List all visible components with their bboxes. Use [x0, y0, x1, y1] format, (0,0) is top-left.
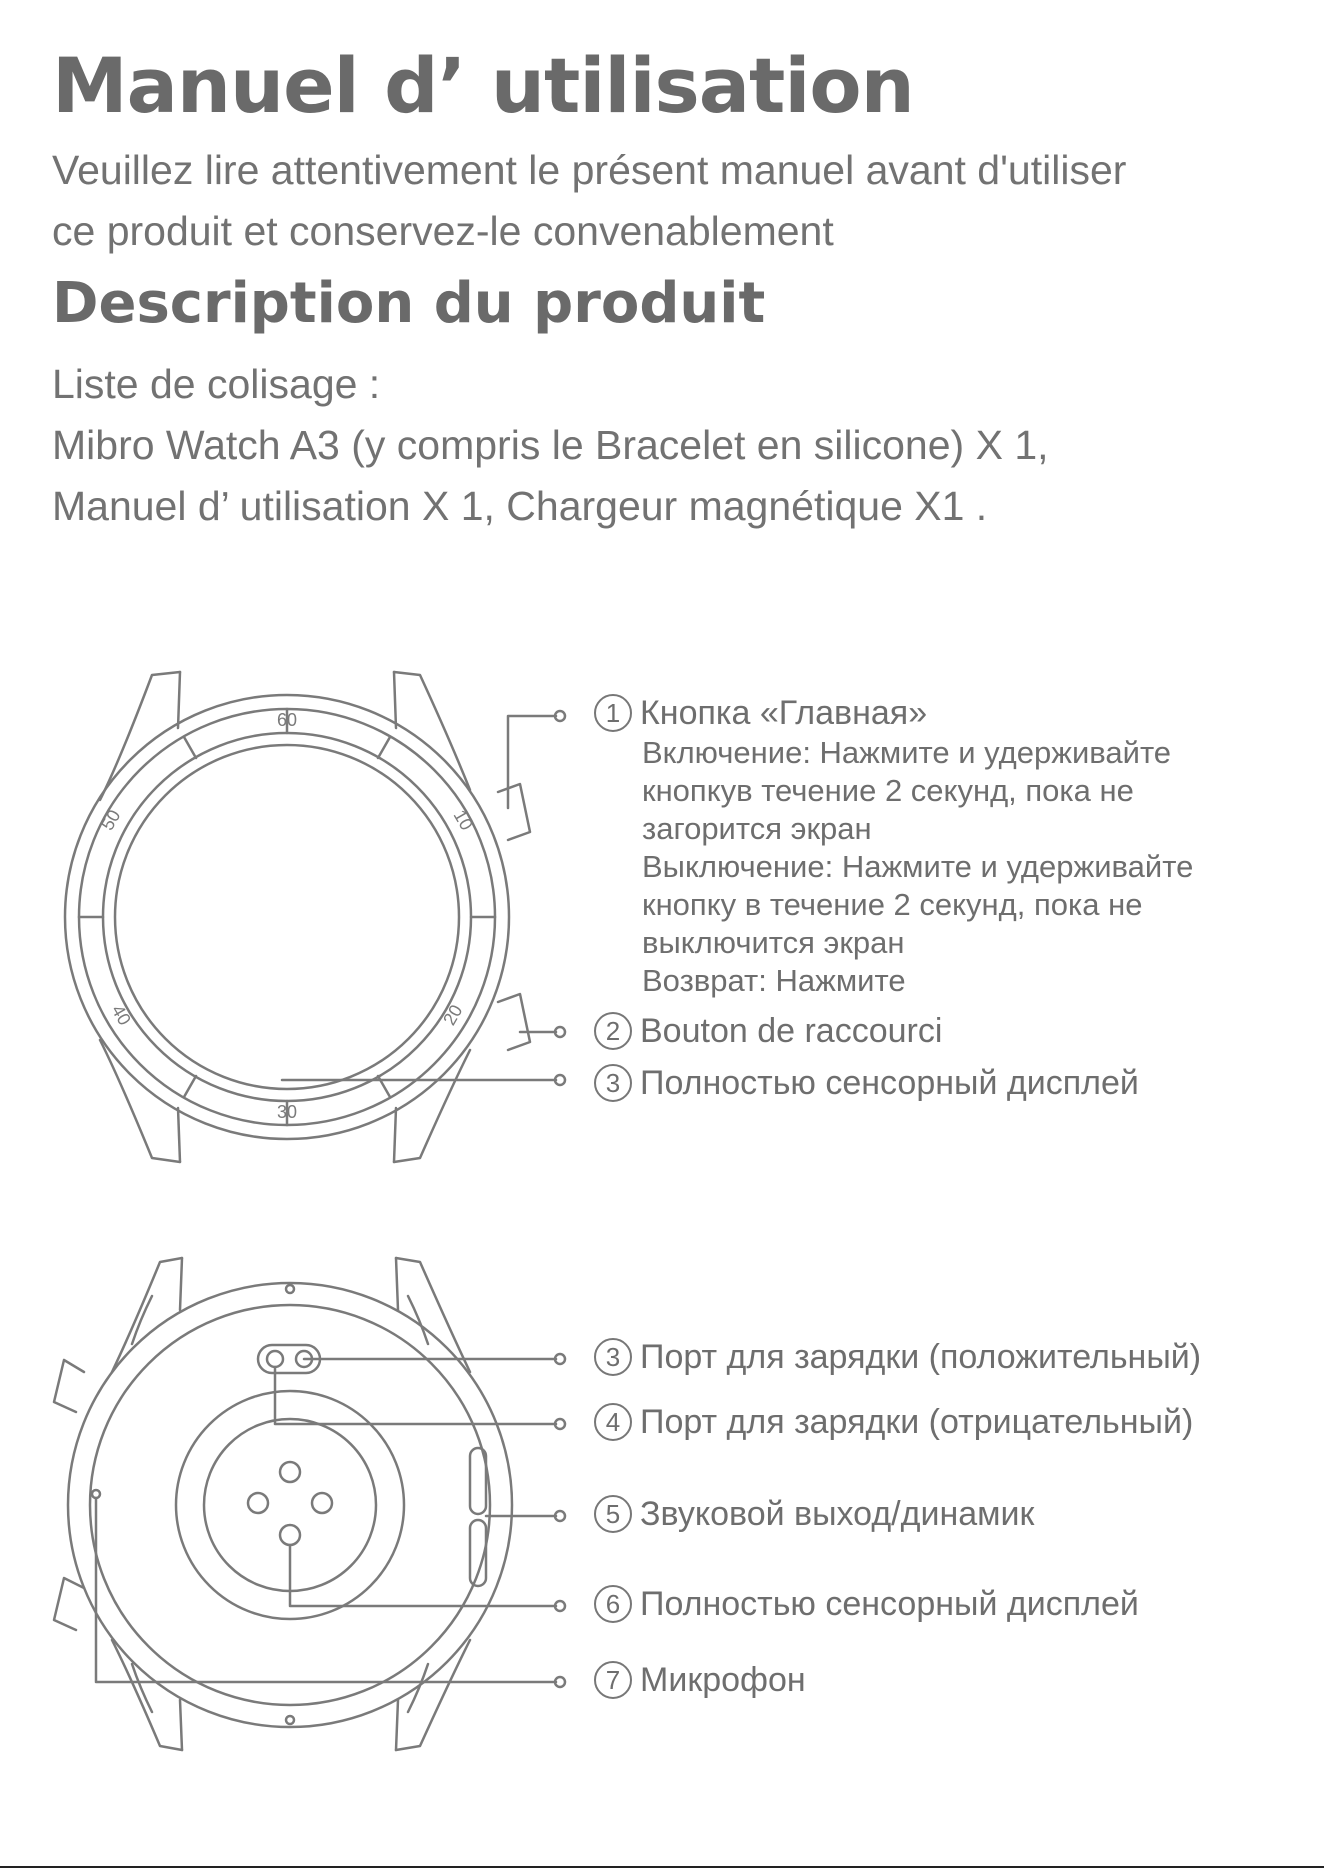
- callout-number: 4: [594, 1403, 632, 1441]
- intro-line: ce produit et conservez-le convenablement: [52, 208, 834, 254]
- bezel-mark: 10: [449, 806, 477, 834]
- packing-line: Mibro Watch A3 (y compris le Bracelet en silicone) X 1,: [52, 422, 1049, 468]
- watch-front-drawing: [65, 672, 565, 1162]
- desc-line: Включение: Нажмите и удерживайте: [642, 735, 1172, 770]
- packing-line: Manuel d’ utilisation X 1, Chargeur magnétique X1 .: [52, 483, 988, 529]
- callout-number: 6: [594, 1585, 632, 1623]
- desc-line: загорится экран: [642, 811, 872, 846]
- callout-touch-display-back: [594, 1585, 1139, 1624]
- bezel-mark: 20: [439, 1001, 467, 1029]
- desc-line: кнопкув течение 2 секунд, пока не: [642, 773, 1134, 808]
- packing-line: Liste de colisage :: [52, 361, 381, 407]
- callout-touch-display: [594, 1064, 1139, 1103]
- callout-microphone: [594, 1661, 806, 1700]
- callout-number: 5: [594, 1495, 632, 1533]
- callout-label: Bouton de raccourci: [640, 1012, 943, 1050]
- callout-charging-negative: [594, 1403, 1193, 1442]
- watch-back-drawing: [54, 1258, 565, 1750]
- callout-number: 3: [594, 1064, 632, 1102]
- section-title: Description du produit: [52, 271, 766, 336]
- callout-number: 7: [594, 1661, 632, 1699]
- packing-list: [52, 354, 1282, 537]
- desc-line: кнопку в течение 2 секунд, пока не: [642, 887, 1143, 922]
- bezel-mark: 40: [107, 1001, 135, 1029]
- intro-line: Veuillez lire attentivement le présent manuel avant d'utiliser: [52, 147, 1127, 193]
- bezel-mark: 60: [276, 710, 298, 730]
- callout-label: Порт для зарядки (отрицательный): [640, 1403, 1194, 1441]
- page-title: Manuel d’ utilisation: [52, 41, 914, 130]
- callout-number: 2: [594, 1012, 632, 1050]
- home-button-description: [642, 734, 1193, 1000]
- bezel-mark: 50: [97, 806, 125, 834]
- callout-label: Полностью сенсорный дисплей: [640, 1585, 1139, 1623]
- callout-label: Порт для зарядки (положительный): [640, 1338, 1202, 1376]
- callout-label: Кнопка «Главная»: [640, 694, 928, 732]
- callout-speaker: [594, 1495, 1034, 1534]
- callout-label: Микрофон: [640, 1661, 806, 1699]
- callout-charging-positive: [594, 1338, 1201, 1377]
- page-bottom-rule: [0, 1866, 1324, 1868]
- callout-label: Полностью сенсорный дисплей: [640, 1064, 1139, 1102]
- callout-shortcut-button: [594, 1012, 942, 1051]
- callout-number: 3: [594, 1338, 632, 1376]
- desc-line: выключится экран: [642, 925, 905, 960]
- callout-home-button: [594, 694, 927, 733]
- desc-line: Выключение: Нажмите и удерживайте: [642, 849, 1194, 884]
- bezel-mark: 30: [276, 1102, 298, 1122]
- callout-label: Звуковой выход/динамик: [640, 1495, 1035, 1533]
- callout-number: 1: [594, 694, 632, 732]
- desc-line: Возврат: Нажмите: [642, 963, 906, 998]
- intro-paragraph: [52, 140, 1282, 262]
